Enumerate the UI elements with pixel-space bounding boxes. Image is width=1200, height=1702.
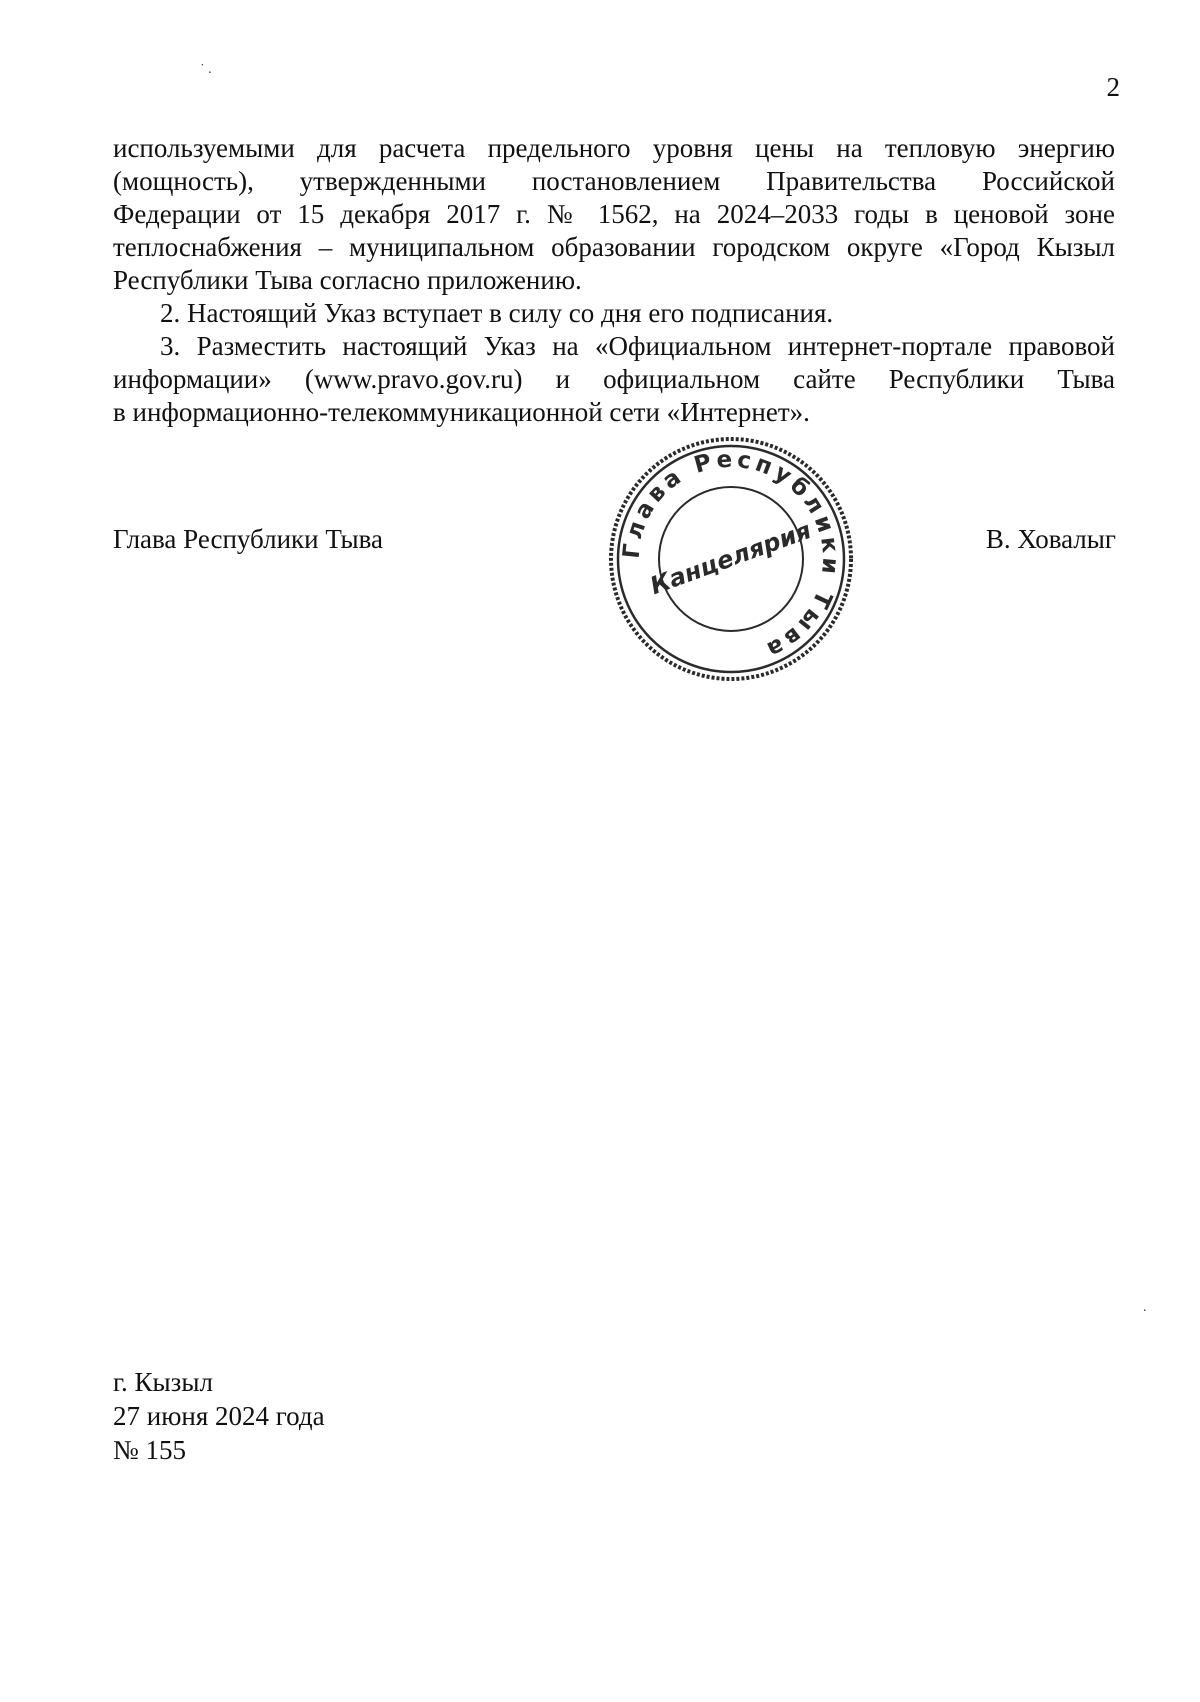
paragraph-1-line-1: используемыми для расчета предельного уровня цены на тепловую энергию: [113, 133, 1115, 163]
document-body: [113, 132, 1115, 429]
paragraph-1-line-5: Республики Тыва согласно приложению.: [113, 265, 582, 295]
paragraph-1-line-4: теплоснабжения – муниципальном образовании городском округе «Город Кызыл: [113, 232, 1115, 262]
issue-date: 27 июня 2024 года: [113, 1401, 325, 1431]
signer-position: Глава Республики Тыва: [113, 524, 384, 554]
signer-name: В. Ховалыг: [985, 524, 1116, 554]
decree-number: № 155: [113, 1435, 187, 1465]
stamp-ring-text: Глава Республики Тыва: [618, 446, 844, 665]
paragraph-3-line-1: 3. Разместить настоящий Указ на «Официальном интернет-портале правовой: [160, 331, 1115, 361]
paragraph-1-line-2: (мощность), утвержденными постановлением Правительства Российской: [113, 166, 1115, 196]
stamp-center-text: Канцелярия: [646, 516, 815, 601]
page-number: 2: [1106, 72, 1120, 102]
official-stamp: [606, 434, 856, 684]
paragraph-3-line-3: в информационно-телекоммуникационной сети «Интернет».: [113, 397, 810, 427]
issue-city: г. Кызыл: [113, 1367, 213, 1397]
paragraph-1-line-3: Федерации от 15 декабря 2017 г. № 1562, на 2024–2033 годы в ценовой зоне: [113, 199, 1115, 229]
paragraph-2: 2. Настоящий Указ вступает в силу со дня его подписания.: [160, 298, 834, 328]
scan-speck: ˙ .: [200, 62, 212, 77]
scan-speck: .: [1143, 1300, 1147, 1315]
document-footer: [113, 1365, 325, 1467]
paragraph-3-line-2: информации» (www.pravo.gov.ru) и официальном сайте Республики Тыва: [113, 364, 1115, 394]
